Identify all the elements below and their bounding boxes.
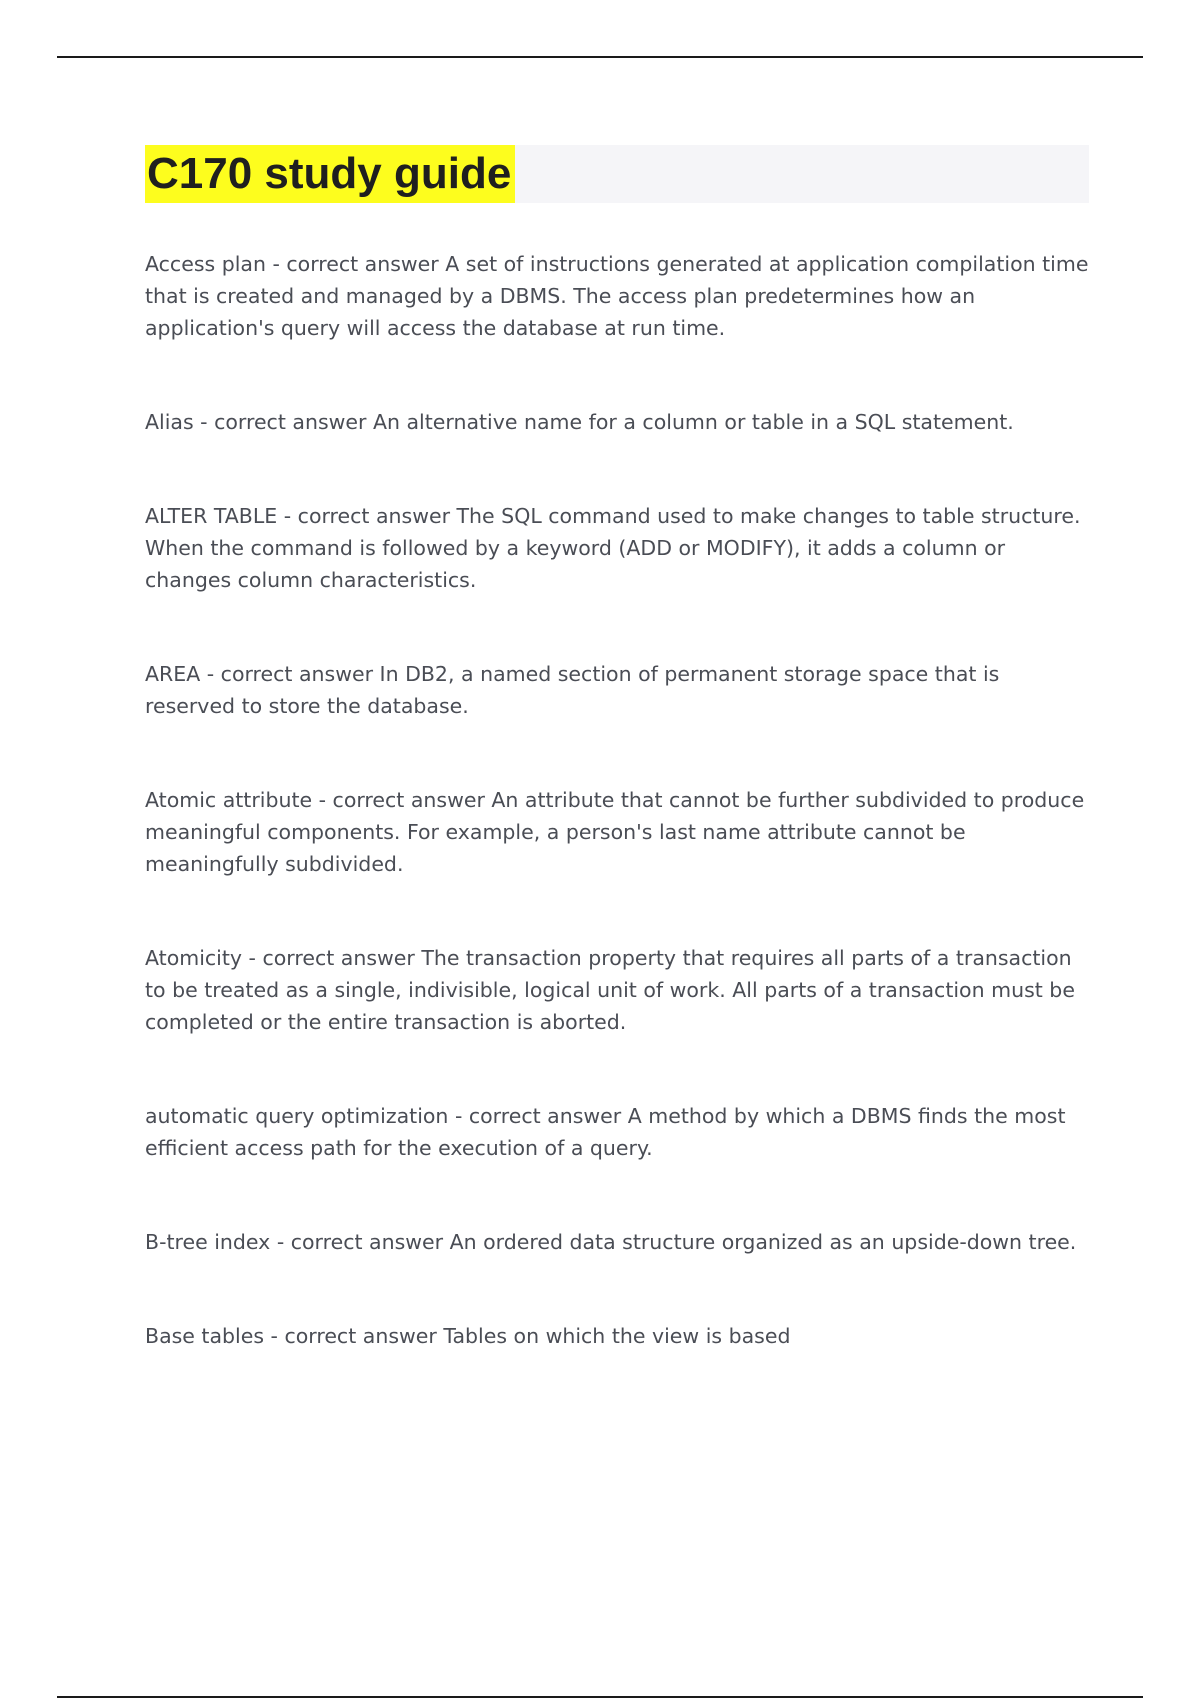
- entry-atomicity: Atomicity - correct answer The transaction property that requires all parts of a transaction to be treated as a single, indivisible, logical unit of work. All parts of a transaction must be completed or the entire transaction is aborted.: [145, 946, 1075, 1034]
- entry-alter-table: ALTER TABLE - correct answer The SQL command used to make changes to table structure. When the command is followed by a keyword (ADD or MODIFY), it adds a column or changes column characteristics.: [145, 504, 1081, 592]
- entry-automatic-query-optimization: automatic query optimization - correct answer A method by which a DBMS finds the most efficient access path for the execution of a query.: [145, 1104, 1066, 1160]
- entry-alias: Alias - correct answer An alternative name for a column or table in a SQL statement.: [145, 410, 1014, 434]
- bottom-rule: [57, 1696, 1143, 1698]
- page-title: C170 study guide: [145, 145, 515, 203]
- entry-atomic-attribute: Atomic attribute - correct answer An attribute that cannot be further subdivided to produce meaningful components. For example, a person's last name attribute cannot be meaningfully subdivided.: [145, 788, 1085, 876]
- entry-b-tree-index: B-tree index - correct answer An ordered data structure organized as an upside-down tree.: [145, 1230, 1077, 1254]
- top-rule: [57, 56, 1143, 58]
- entry-access-plan: Access plan - correct answer A set of instructions generated at application compilation time that is created and managed by a DBMS. The access plan predetermines how an application's query will access the database at run time.: [145, 252, 1089, 340]
- entry-base-tables: Base tables - correct answer Tables on which the view is based: [145, 1324, 791, 1348]
- study-guide-entries: [145, 248, 1090, 1352]
- entry-area: AREA - correct answer In DB2, a named section of permanent storage space that is reserved to store the database.: [145, 662, 1000, 718]
